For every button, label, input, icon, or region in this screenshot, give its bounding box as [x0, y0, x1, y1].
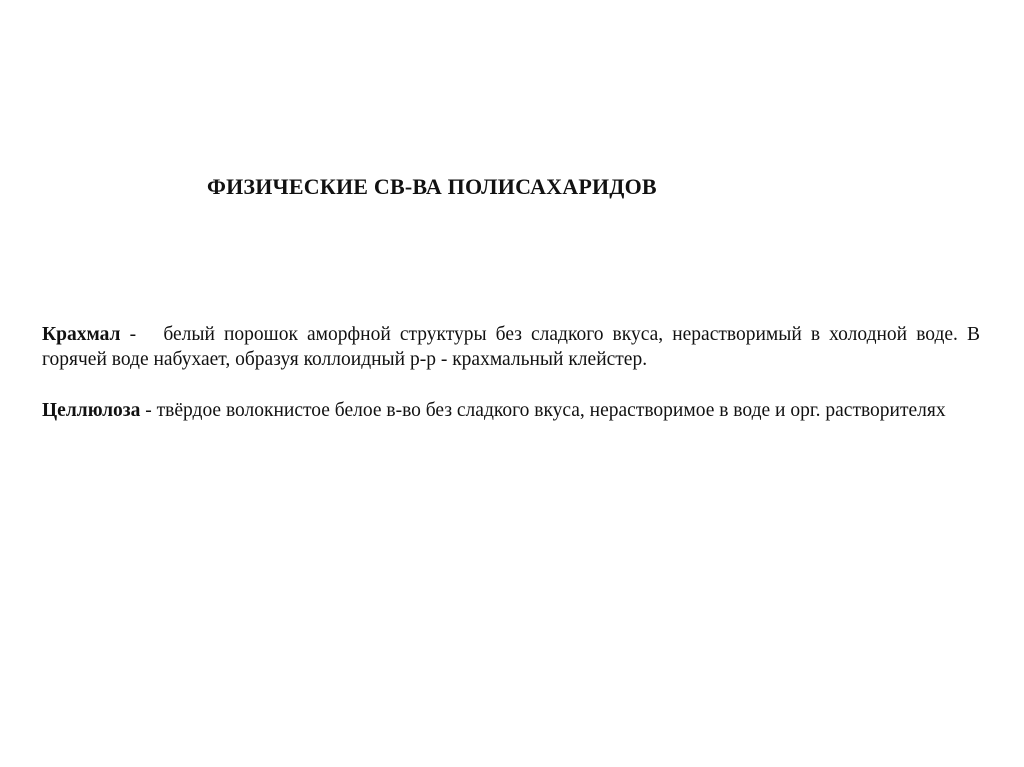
paragraph-cellulose [42, 398, 980, 423]
term-cellulose: Целлюлоза [42, 400, 141, 421]
paragraph-starch [42, 322, 985, 372]
definition-starch: - белый порошок аморфной структуры без сладкого вкуса, нерастворимый в холодной воде. В горячей воде набухает, образуя коллоидный р-р - крахмальный клейстер. [42, 324, 985, 370]
definition-cellulose: - твёрдое волокнистое белое в-во без сладкого вкуса, нерастворимое в воде и орг. растворителях [140, 400, 946, 421]
page-title: ФИЗИЧЕСКИЕ СВ-ВА ПОЛИСАХАРИДОВ [207, 174, 657, 199]
term-starch: Крахмал [42, 324, 121, 345]
